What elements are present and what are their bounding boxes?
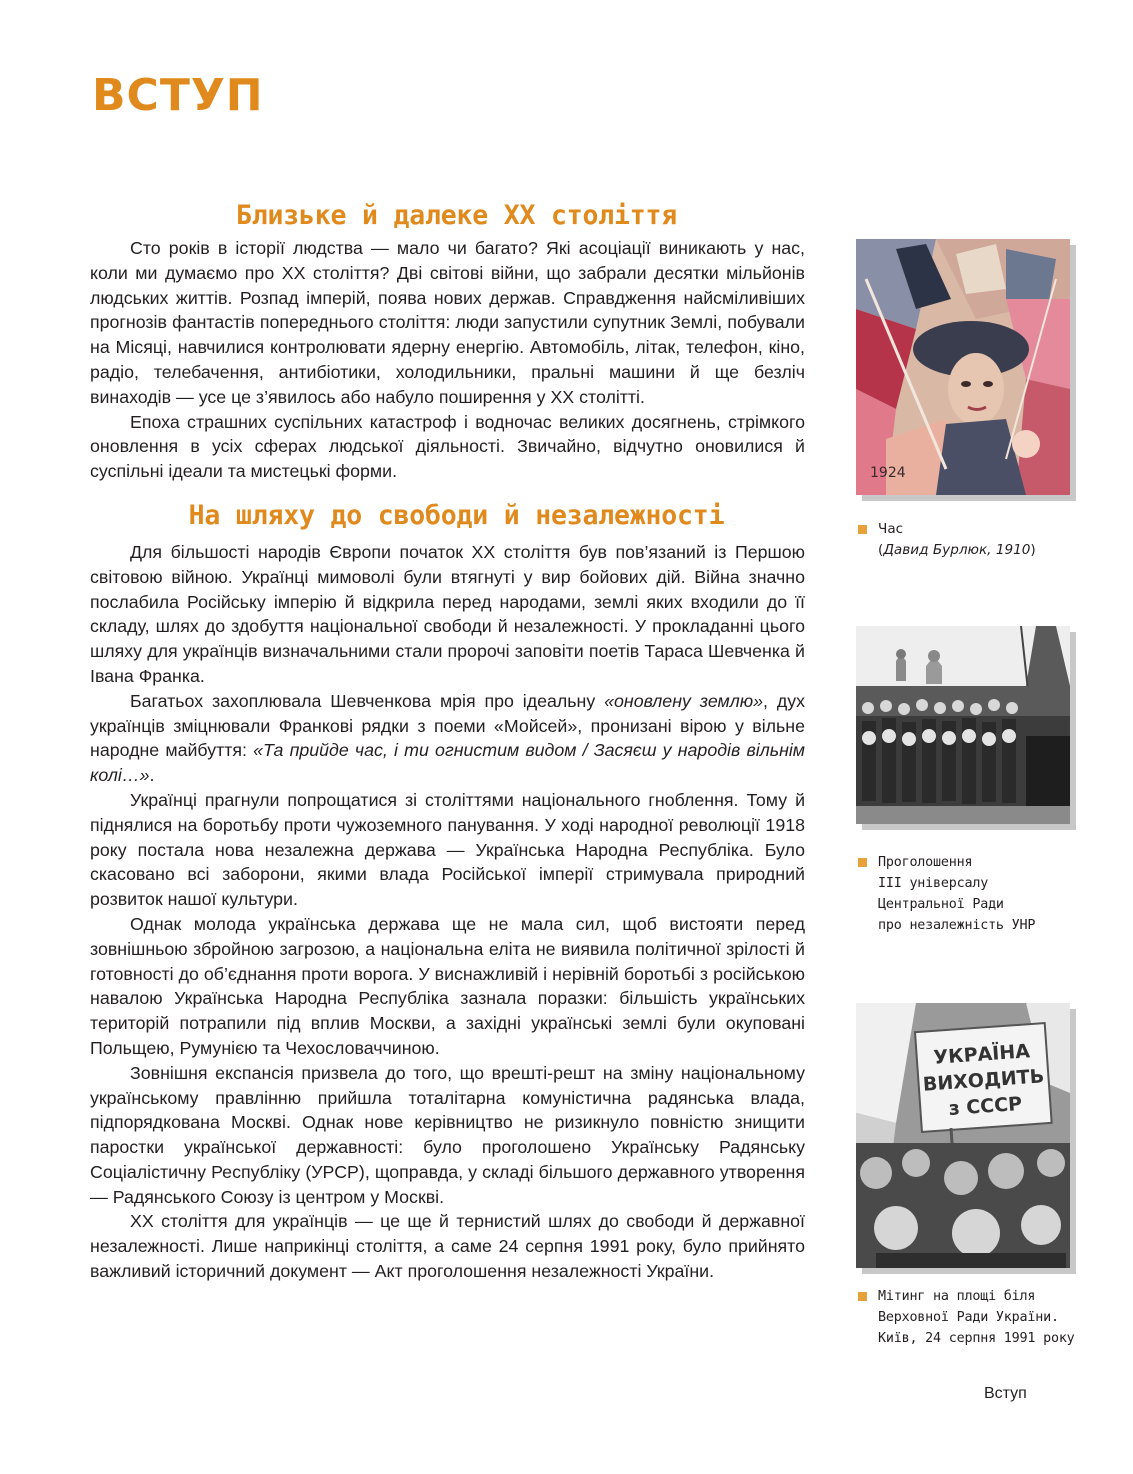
caption-line: Проголошення: [878, 855, 973, 870]
painting-date: 1924: [870, 465, 906, 481]
paragraph: Зовнішня експансія призвела до того, що врешті-решт на зміну національному українському правлінню прийшла тоталітарна комуністична радянська влада, підпорядкована Москві. Однак нове керівництво не ризикнуло повністю знищити паростки української державності: було проголошено Українську Радянську Соціалістичну Республіку (УРСР), щоправда, у складі більшого державного утворення — Радянського Союзу із центром у Москві.: [90, 1062, 805, 1207]
paragraph: Однак молода українська держава ще не мала сил, щоб вистояти перед зовнішньою збройною загрозою, а національна еліта не виявила політичної зрілості й готовності до об’єднання проти ворога. У виснажливій і нерівній боротьбі з російською навалою Українська Народна Республіка зазнала поразки: більшість українських територій потрапили під вплив Москви, а західні українські землі були окуповані Польщею, Румунією та Чехословаччиною.: [90, 913, 805, 1058]
paren-close: ): [1030, 542, 1036, 558]
caption-rally-1991: [858, 1286, 1088, 1349]
paragraph: Сто років в історії людства — мало чи багато? Які асоціації виникають у нас, коли ми думаємо про XX століття? Дві світові війни, що забрали десятки мільйонів людських життів. Розпад імперій, поява нових держав. Справдження найсміливіших прогнозів фантастів попереднього століття: люди запустили супутник Землі, побували на Місяці, навчилися контролювати ядерну енергію. Автомобіль, літак, телефон, кіно, радіо, телебачення, антибіотики, холодильники, пральні машини й ще безліч винаходів — усе це з’явилось або набуло поширення у XX столітті.: [90, 238, 805, 407]
photo-image: [856, 626, 1070, 824]
caption-marker: [858, 858, 867, 867]
caption-line: III універсалу: [878, 876, 989, 891]
painting-image: [856, 239, 1070, 495]
paragraph-text: , дух українців зміцнювали Франкові рядки з поеми «Мойсей», пронизані вірою у вільне народне майбуття:: [90, 690, 805, 761]
photo-rally-1991: [856, 1003, 1070, 1268]
caption-line: Центральної Ради: [878, 897, 1004, 912]
caption-painting: [858, 519, 1088, 561]
caption-author: Давид Бурлюк, 1910: [883, 542, 1031, 558]
paragraph: XX століття для українців — це ще й тернистий шлях до свободи й державної незалежності. Лише наприкінці століття, а саме 24 серпня 1991 року, було прийнято важливий історичний документ — Акт проголошення незалежності України.: [90, 1211, 805, 1282]
caption-marker: [858, 1292, 867, 1301]
page-footer: Вступ: [984, 1385, 1027, 1402]
quote-renewed-land: «оновлену землю»: [604, 690, 763, 711]
section-heading-20th-century: Близьке й далеке XX століття: [235, 200, 678, 231]
paragraph: [90, 689, 805, 788]
caption-line: про незалежність УНР: [878, 918, 1036, 933]
caption-line: Верховної Ради України.: [878, 1310, 1059, 1325]
caption-line: Мітинг на площі біля: [878, 1289, 1036, 1304]
photo-image: [856, 1003, 1070, 1268]
paren-open: (: [878, 542, 884, 558]
paragraph-text: .: [149, 765, 155, 786]
paragraph: Епоха страшних суспільних катастроф і водночас великих досягнень, стрімкого оновлення в усіх сферах людської діяльності. Звичайно, відчутно оновилися й суспільні ідеали та мистецькі форми.: [90, 411, 805, 482]
section-heading-freedom: На шляху до свободи й незалежності: [188, 499, 725, 531]
paragraph: Українці прагнули попрощатися зі століттями національного гноблення. Тому й піднялися на боротьбу проти чужоземного панування. У ході народної революції 1918 року постала нова незалежна держава — Українська Народна Республіка. Було скасовано всі заборони, якими влада Російської імперії стримувала природний розвиток нашої культури.: [90, 789, 805, 910]
caption-marker: [858, 525, 867, 534]
painting-time-burliuk: [856, 239, 1070, 495]
sign-line: УКРАЇНА: [932, 1040, 1031, 1069]
main-text-column: [90, 196, 805, 1284]
paragraph-text: Багатьох захоплювала Шевченкова мрія про ідеальну: [130, 690, 605, 711]
caption-line: Київ, 24 серпня 1991 року: [878, 1331, 1075, 1346]
quote-moses-poem: «Та прийде час, і ти огнистим видом / Засяєш у народів вільнім колі…»: [90, 740, 805, 786]
page-title: ВСТУП: [92, 70, 264, 121]
sign-line: ВИХОДИТЬ: [922, 1065, 1045, 1096]
caption-title: Час: [878, 521, 904, 537]
photo-universal-proclamation: [856, 626, 1070, 824]
caption-universal-proclamation: [858, 852, 1088, 936]
sign-line: з СССР: [947, 1092, 1023, 1120]
caption-author-line: [878, 540, 1088, 561]
paragraph: Для більшості народів Європи початок XX століття був пов’язаний із Першою світовою війною. Українці мимоволі були втягнуті у вир бойових дій. Війна значно послабила Російську імперію й відкрила перед народами, землі яких входили до її складу, шлях до здобуття національної свободи й незалежності. У прокладанні цього шляху для українців визначальними стали пророчі заповіти поетів Тараса Шевченка й Івана Франка.: [90, 541, 805, 686]
